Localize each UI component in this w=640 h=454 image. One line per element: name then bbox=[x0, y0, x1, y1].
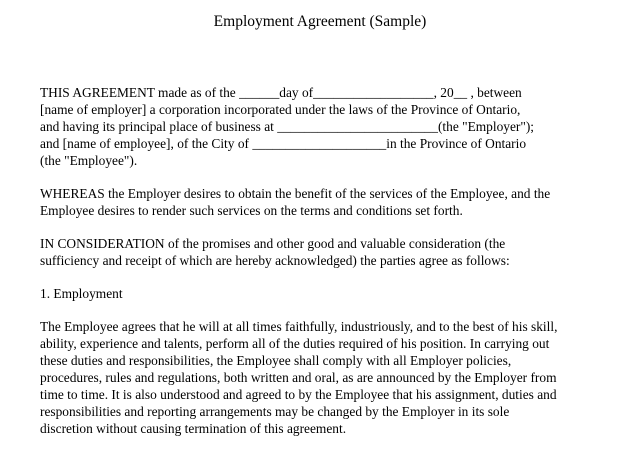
text-line: The Employee agrees that he will at all times faithfully, industriously, and to the best of his skill, bbox=[40, 319, 558, 334]
section-heading: 1. Employment bbox=[40, 286, 123, 301]
section-heading-employment bbox=[40, 285, 630, 302]
text-line: responsibilities and reporting arrangements may be changed by the Employer in its sole bbox=[40, 404, 510, 419]
text-line: [name of employer] a corporation incorporated under the laws of the Province of Ontario, bbox=[40, 102, 521, 117]
parties-paragraph bbox=[40, 84, 630, 169]
document-body bbox=[40, 84, 630, 453]
text-line: (the "Employee"). bbox=[40, 153, 138, 168]
text-line: and [name of employee], of the City of ____________________in the Province of Ontario bbox=[40, 136, 527, 151]
text-line: IN CONSIDERATION of the promises and other good and valuable consideration (the bbox=[40, 236, 506, 251]
employment-paragraph bbox=[40, 318, 630, 437]
text-line: Employee desires to render such services on the terms and conditions set forth. bbox=[40, 203, 463, 218]
text-line: WHEREAS the Employer desires to obtain the benefit of the services of the Employee, and the bbox=[40, 186, 551, 201]
whereas-paragraph bbox=[40, 185, 630, 219]
text-line: time to time. It is also understood and agreed to by the Employee that his assignment, duties and bbox=[40, 387, 557, 402]
text-line: procedures, rules and regulations, both written and oral, as are announced by the Employer from bbox=[40, 370, 557, 385]
text-line: discretion without causing termination of this agreement. bbox=[40, 421, 347, 436]
text-line: these duties and responsibilities, the Employee shall comply with all Employer policies, bbox=[40, 353, 512, 368]
consideration-paragraph bbox=[40, 235, 630, 269]
document-title: Employment Agreement (Sample) bbox=[213, 13, 427, 30]
text-line: sufficiency and receipt of which are hereby acknowledged) the parties agree as follows: bbox=[40, 253, 510, 268]
text-line: ability, experience and talents, perform all of the duties required of his position. In carrying out bbox=[40, 336, 550, 351]
text-line: and having its principal place of business at ________________________(the "Employer"); bbox=[40, 119, 535, 134]
text-line: THIS AGREEMENT made as of the ______day of__________________, 20__ , between bbox=[40, 85, 522, 100]
